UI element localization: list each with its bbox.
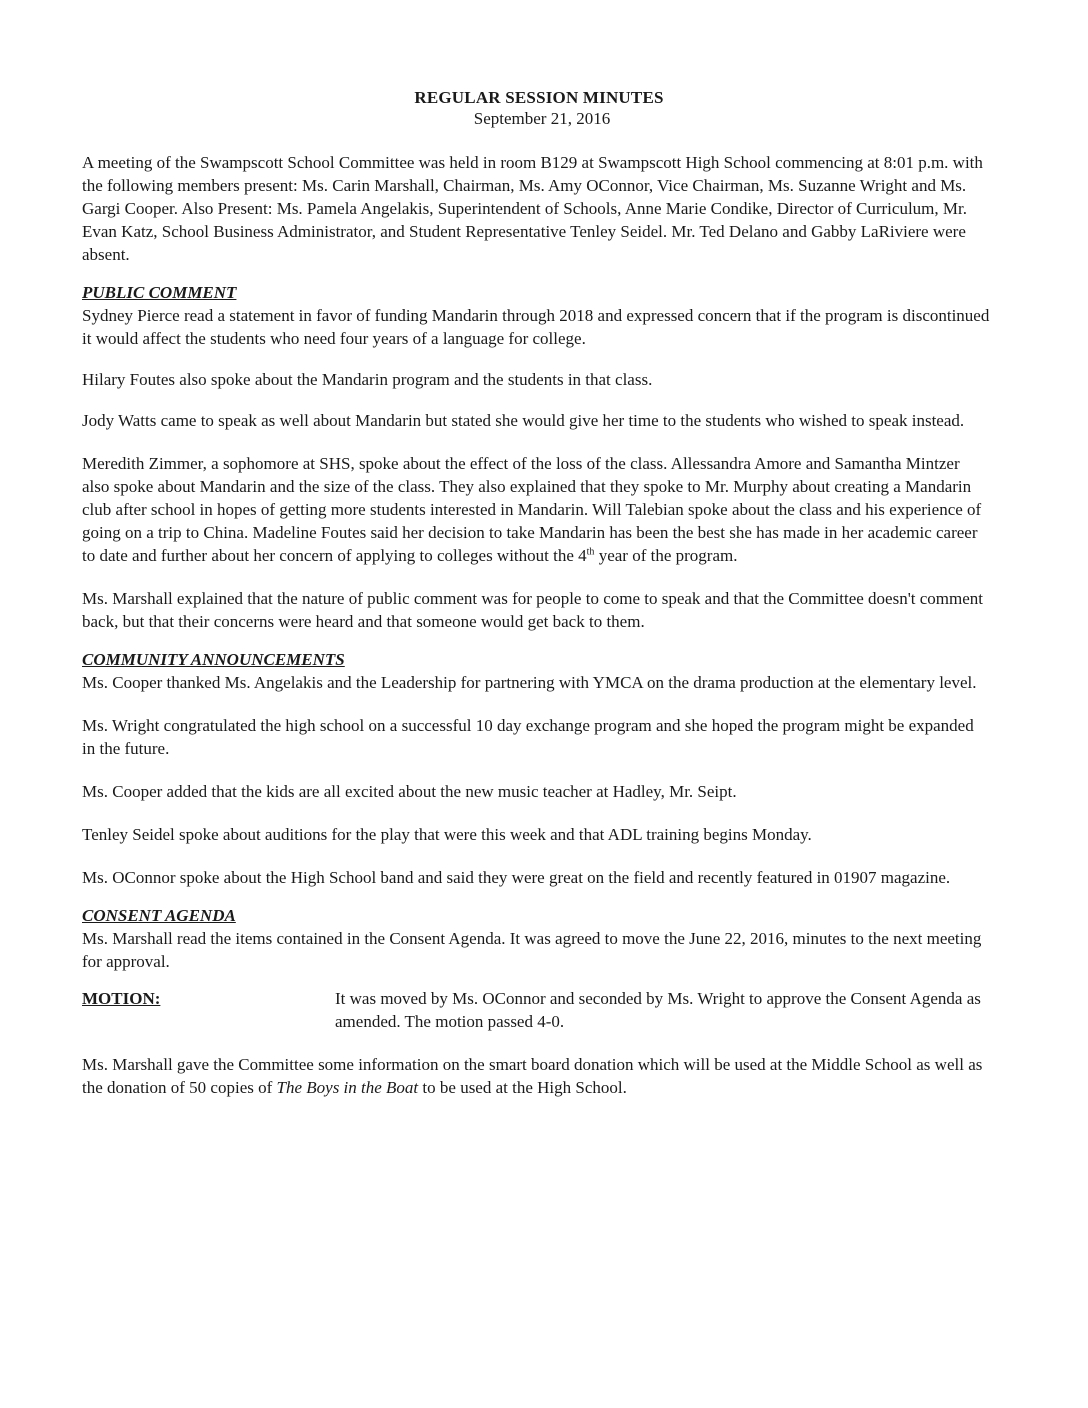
- public-comment-paragraph-4-end: year of the program.: [594, 546, 738, 565]
- public-comment-paragraph-4: [82, 452, 990, 567]
- ordinal-suffix: th: [586, 546, 595, 558]
- community-paragraph-2: Ms. Wright congratulated the high school on a successful 10 day exchange program and she hoped the program might be expanded in the future.: [82, 716, 974, 758]
- book-title: The Boys in the Boat: [276, 1078, 419, 1097]
- public-comment-paragraph-2: Hilary Foutes also spoke about the Mandarin program and the students in that class.: [82, 370, 653, 389]
- document-title: REGULAR SESSION MINUTES: [414, 88, 664, 107]
- consent-paragraph-1: Ms. Marshall read the items contained in the Consent Agenda. It was agreed to move the June 22, 2016, minutes to the next meeting for approval.: [82, 929, 982, 971]
- public-comment-paragraph-5: Ms. Marshall explained that the nature of public comment was for people to come to speak and that the Committee doesn't comment back, but that their concerns were heard and that someone would get back to them.: [82, 589, 983, 631]
- motion-text: It was moved by Ms. OConnor and seconded by Ms. Wright to approve the Consent Agenda as amended. The motion passed 4-0.: [335, 989, 981, 1031]
- consent-paragraph-2-text: Ms. Marshall gave the Committee some information on the smart board donation which will be used at the Middle School as well as the donation of 50 copies of: [82, 1055, 983, 1097]
- community-paragraph-4: Tenley Seidel spoke about auditions for the play that were this week and that ADL training begins Monday.: [82, 825, 812, 844]
- community-paragraph-1: Ms. Cooper thanked Ms. Angelakis and the Leadership for partnering with YMCA on the drama production at the elementary level.: [82, 673, 977, 692]
- motion-block: [82, 987, 990, 1033]
- consent-paragraph-2-end: to be used at the High School.: [418, 1078, 627, 1097]
- public-comment-paragraph-4-text: Meredith Zimmer, a sophomore at SHS, spoke about the effect of the loss of the class. Allessandra Amore and Samantha Mintzer also spoke about Mandarin and the size of the class. They also explained that they spoke to Mr. Murphy about creating a Mandarin club after school in hopes of getting more students interested in Mandarin. Will Talebian spoke about the class and his experience of going on a trip to China. Madeline Foutes said her decision to take Mandarin has been the best she has made in her academic career to date and further about her concern of applying to colleges without the 4: [82, 454, 982, 565]
- community-announcements-heading: COMMUNITY ANNOUNCEMENTS: [82, 650, 345, 669]
- public-comment-paragraph-1: Sydney Pierce read a statement in favor of funding Mandarin through 2018 and expressed concern that if the program is discontinued it would affect the students who need four years of a language for college.: [82, 306, 990, 348]
- community-paragraph-3: Ms. Cooper added that the kids are all excited about the new music teacher at Hadley, Mr. Seipt.: [82, 782, 737, 801]
- minutes-page: [82, 88, 990, 1099]
- public-comment-paragraph-3: Jody Watts came to speak as well about Mandarin but stated she would give her time to the students who wished to speak instead.: [82, 411, 965, 430]
- intro-paragraph: A meeting of the Swampscott School Committee was held in room B129 at Swampscott High School commencing at 8:01 p.m. with the following members present: Ms. Carin Marshall, Chairman, Ms. Amy OConnor, Vice Chairman, Ms. Suzanne Wright and Ms. Gargi Cooper. Also Present: Ms. Pamela Angelakis, Superintendent of Schools, Anne Marie Condike, Director of Curriculum, Mr. Evan Katz, School Business Administrator, and Student Representative Tenley Seidel. Mr. Ted Delano and Gabby LaRiviere were absent.: [82, 153, 983, 264]
- consent-paragraph-2: [82, 1053, 990, 1099]
- consent-agenda-heading: CONSENT AGENDA: [82, 906, 236, 925]
- document-date: September 21, 2016: [473, 109, 611, 128]
- public-comment-heading: PUBLIC COMMENT: [82, 283, 237, 302]
- community-paragraph-5: Ms. OConnor spoke about the High School band and said they were great on the field and recently featured in 01907 magazine.: [82, 868, 951, 887]
- motion-label: MOTION:: [82, 989, 161, 1008]
